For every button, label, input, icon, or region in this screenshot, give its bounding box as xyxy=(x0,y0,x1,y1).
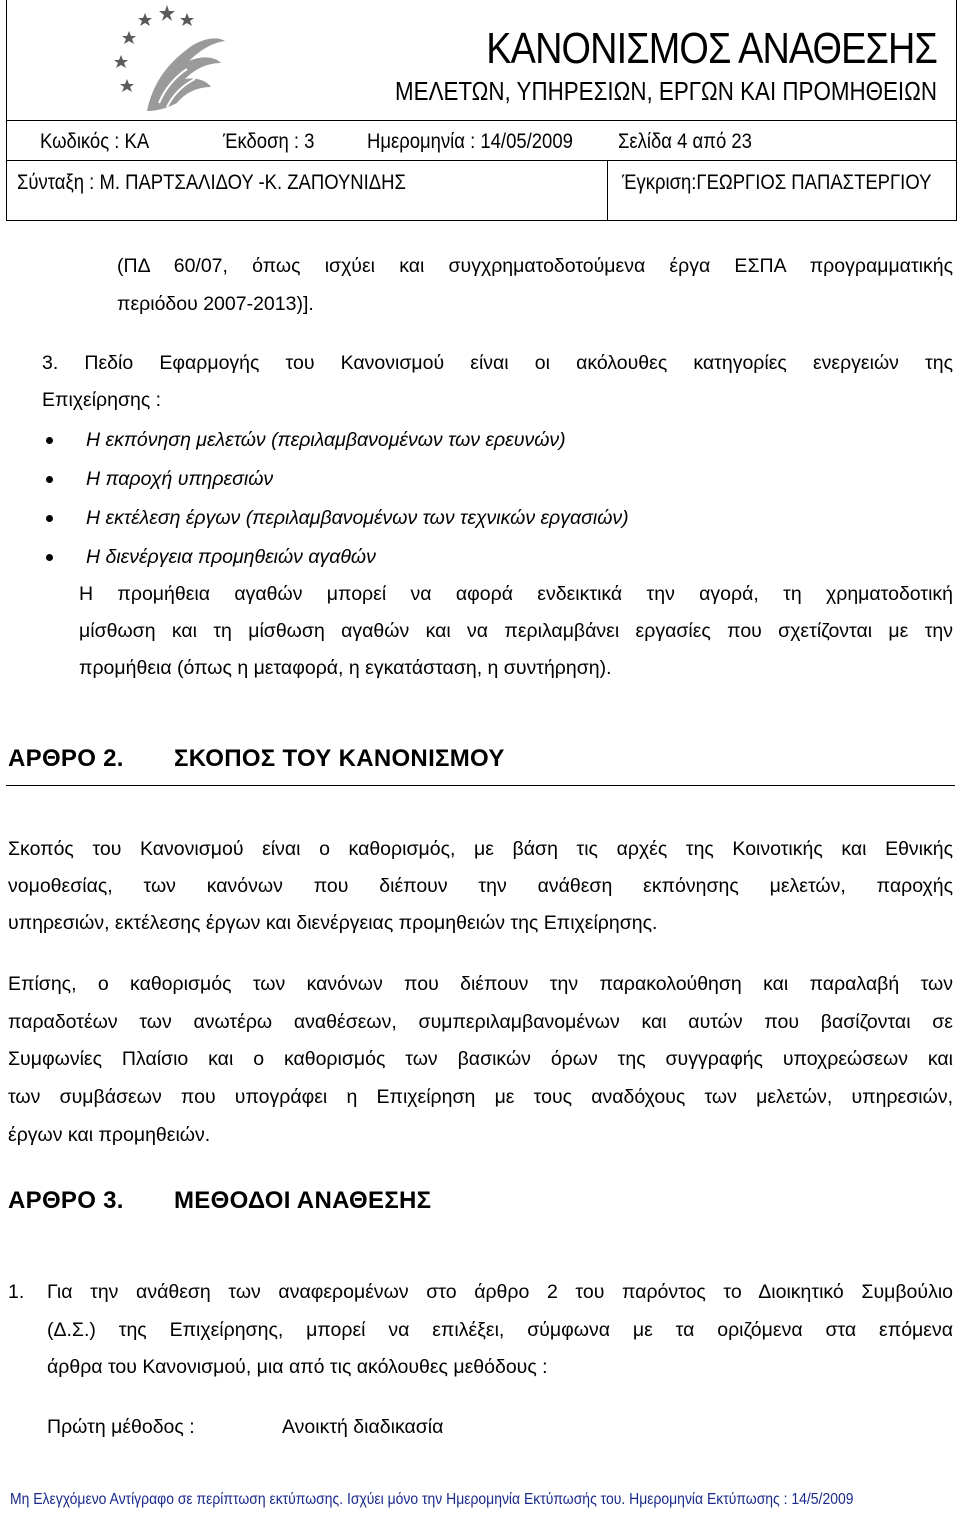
methods-paragraph: άρθρα του Κανονισμού, μια από τις ακόλουθες μεθόδους : xyxy=(47,1356,548,1378)
note-paragraph: μίσθωση και τη μίσθωση αγαθών και να περιλαμβάνει εργασίες που σχετίζονται με την xyxy=(79,620,953,642)
bullet-icon xyxy=(46,554,53,561)
list-item: Η εκπόνηση μελετών (περιλαμβανομένων των ερευνών) xyxy=(86,429,566,451)
intro-line: (ΠΔ 60/07, όπως ισχύει και συγχρηματοδοτούμενα έργα ΕΣΠΑ προγραμματικής xyxy=(117,255,953,277)
document-subtitle: ΜΕΛΕΤΩΝ, ΥΠΗΡΕΣΙΩΝ, ΕΡΓΩΝ ΚΑΙ ΠΡΟΜΗΘΕΙΩΝ xyxy=(395,76,937,106)
header-divider xyxy=(7,120,956,121)
note-paragraph: Η προμήθεια αγαθών μπορεί να αφορά ενδεικτικά την αγορά, τη χρηματοδοτική xyxy=(79,583,953,605)
list-item-number: 1. xyxy=(8,1281,25,1303)
document-edition: Έκδοση : 3 xyxy=(223,130,315,153)
document-header xyxy=(6,0,957,221)
section-divider xyxy=(6,785,955,786)
purpose-paragraph: νομοθεσίας, των κανόνων που διέπουν την ανάθεση εκπόνησης μελετών, παροχής xyxy=(8,875,953,897)
purpose-paragraph: έργων και προμηθειών. xyxy=(8,1124,211,1146)
purpose-paragraph: Σκοπός του Κανονισμού είναι ο καθορισμός, με βάση τις αρχές της Κοινοτικής και Εθνικής xyxy=(8,838,953,860)
list-item: Η διενέργεια προμηθειών αγαθών xyxy=(86,546,376,568)
document-approval: Έγκριση:ΓΕΩΡΓΙΟΣ ΠΑΠΑΣΤΕΡΓΙΟΥ xyxy=(622,171,932,194)
document-date: Ημερομηνία : 14/05/2009 xyxy=(367,130,573,153)
purpose-paragraph: παραδοτέων των ανωτέρω αναθέσεων, συμπεριλαμβανομένων και αυτών που βασίζονται σε xyxy=(8,1011,953,1033)
methods-paragraph: (Δ.Σ.) της Επιχείρησης, μπορεί να επιλέξει, σύμφωνα με τα οριζόμενα στα επόμενα xyxy=(47,1319,953,1341)
document-title: ΚΑΝΟΝΙΣΜΟΣ ΑΝΑΘΕΣΗΣ xyxy=(486,24,937,73)
bullet-icon xyxy=(46,515,53,522)
company-logo xyxy=(107,3,227,115)
intro-line: περιόδου 2007-2013)]. xyxy=(117,293,314,315)
scope-paragraph: 3. Πεδίο Εφαρμογής του Κανονισμού είναι οι ακόλουθες κατηγορίες ενεργειών της xyxy=(42,352,953,374)
purpose-paragraph: Συμφωνίες Πλαίσιο και ο καθορισμός των βασικών όρων της συγγραφής υποχρεώσεων και xyxy=(8,1048,953,1070)
article-title: ΜΕΘΟΔΟΙ ΑΝΑΘΕΣΗΣ xyxy=(174,1187,432,1214)
article-number: ΑΡΘΡΟ 3. xyxy=(8,1187,124,1214)
scope-paragraph: Επιχείρησης : xyxy=(42,389,162,411)
methods-paragraph: Για την ανάθεση των αναφερομένων στο άρθρο 2 του παρόντος το Διοικητικό Συμβούλιο xyxy=(47,1281,953,1303)
article-title: ΣΚΟΠΟΣ ΤΟΥ ΚΑΝΟΝΙΣΜΟΥ xyxy=(174,745,505,772)
bullet-icon xyxy=(46,476,53,483)
note-paragraph: προμήθεια (όπως η μεταφορά, η εγκατάσταση, η συντήρηση). xyxy=(79,657,612,679)
list-item: Η παροχή υπηρεσιών xyxy=(86,468,274,490)
purpose-paragraph: Επίσης, ο καθορισμός των κανόνων που διέπουν την παρακολούθηση και παραλαβή των xyxy=(8,973,953,995)
article-number: ΑΡΘΡΟ 2. xyxy=(8,745,124,772)
page-number: Σελίδα 4 από 23 xyxy=(618,130,752,153)
purpose-paragraph: των συμβάσεων που υπογράφει η Επιχείρηση με τους αναδόχους των μελετών, υπηρεσιών, xyxy=(8,1086,953,1108)
list-item: Η εκτέλεση έργων (περιλαμβανομένων των τεχνικών εργασιών) xyxy=(86,507,629,529)
method-label: Πρώτη μέθοδος : xyxy=(47,1416,195,1438)
document-author: Σύνταξη : Μ. ΠΑΡΤΣΑΛΙΔΟΥ -Κ. ΖΑΠΟΥΝΙΔΗΣ xyxy=(17,171,406,194)
document-code: Κωδικός : ΚΑ xyxy=(40,130,150,153)
header-column-divider xyxy=(607,160,608,220)
print-disclaimer: Μη Ελεγχόμενο Αντίγραφο σε περίπτωση εκτύπωσης. Ισχύει μόνο την Ημερομηνία Εκτύπωσής του. Ημερομηνία Εκτύπωσης : 14/5/2009 xyxy=(10,1491,854,1508)
header-divider xyxy=(7,160,956,161)
bullet-icon xyxy=(46,437,53,444)
purpose-paragraph: υπηρεσιών, εκτέλεσης έργων και διενέργειας προμηθειών της Επιχείρησης. xyxy=(8,912,658,934)
method-value: Ανοικτή διαδικασία xyxy=(282,1416,444,1438)
